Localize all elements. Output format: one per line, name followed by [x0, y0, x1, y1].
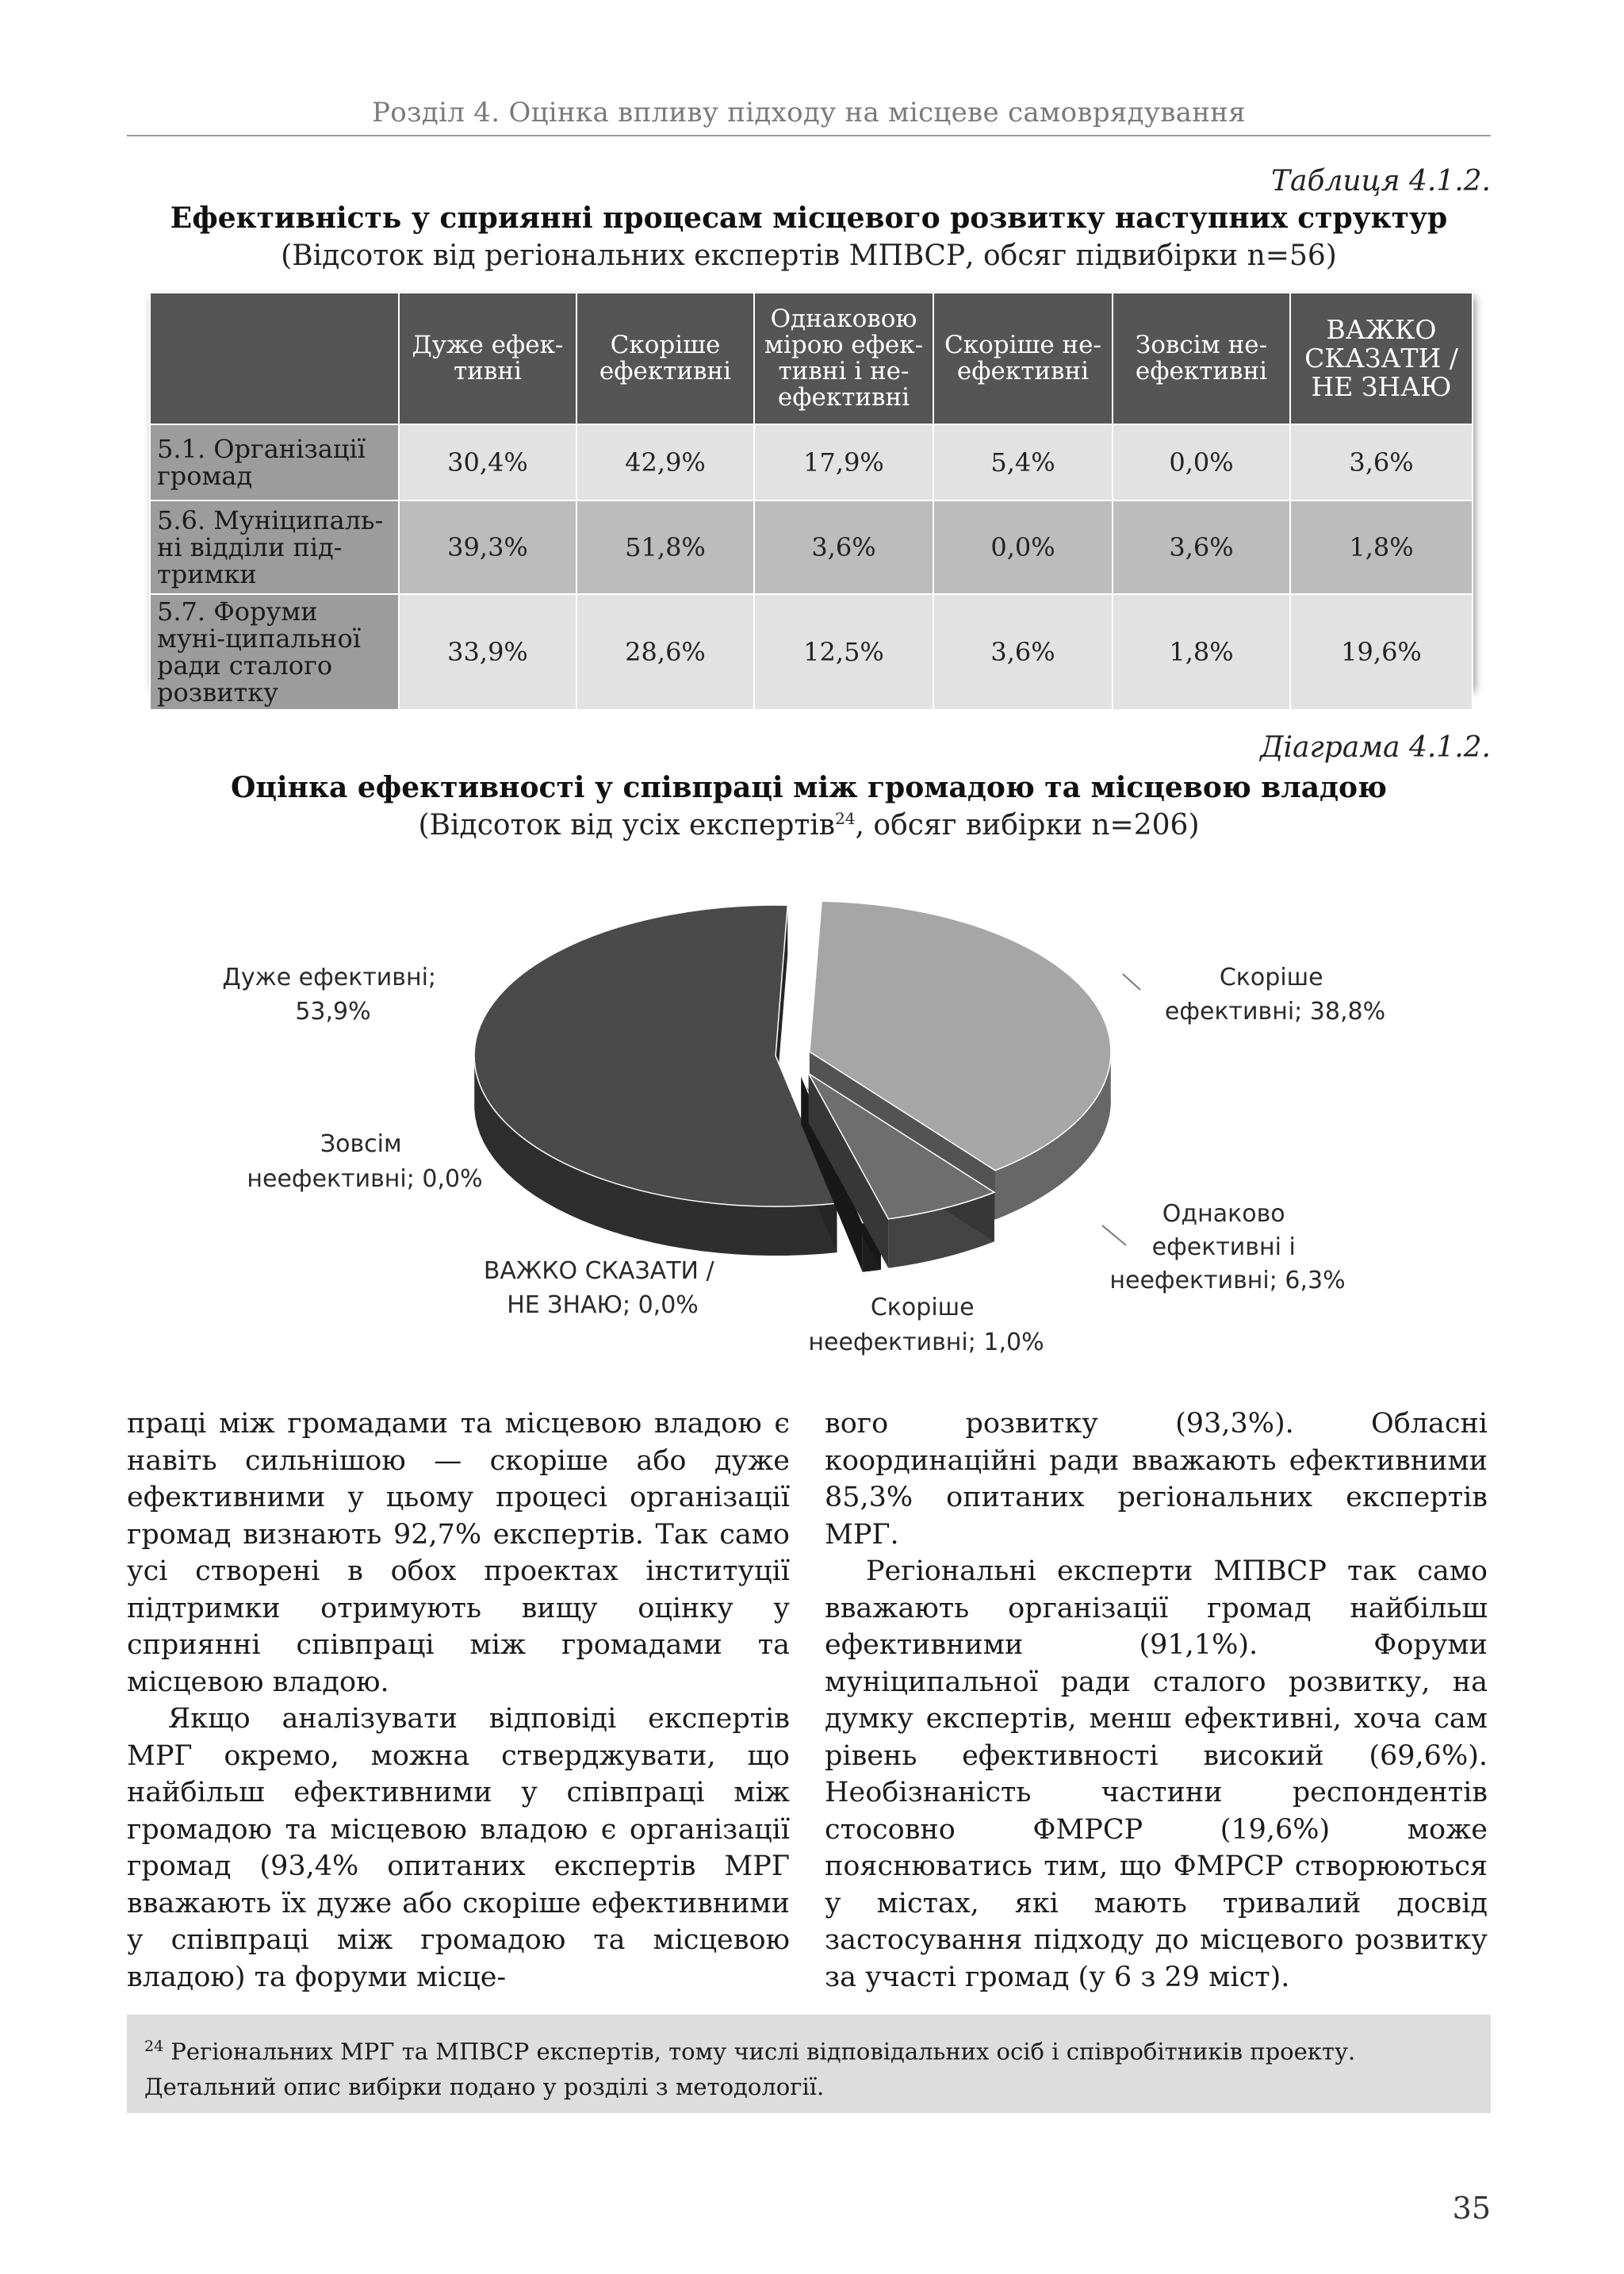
row-label: 5.7. Форуми муні-ципальної ради сталого розвитку — [150, 594, 399, 710]
table-cell: 42,9% — [576, 424, 754, 500]
table-title: Ефективність у сприянні процесам місцевого розвитку наступних структур — [170, 201, 1448, 235]
table-cell: 28,6% — [576, 594, 754, 710]
running-header: Розділ 4. Оцінка впливу підходу на місцеве самоврядування — [372, 97, 1246, 128]
paragraph: праці між громадами та місцевою владою є навіть сильнішою — скоріше або дуже ефективними у цьому процесі організації громад визнають 92,7% експертів. Так само усі створені в обох проектах інституції підтримки отримують вищу оцінку у сприянні співпраці між громадами та місцевою владою. — [127, 1408, 790, 1698]
footnote-ref: 24 — [835, 809, 856, 828]
body-column-right — [825, 1405, 1488, 1996]
column-header: Зовсім не-ефективні — [1113, 293, 1290, 424]
body-column-left — [127, 1405, 790, 1996]
table-cell: 0,0% — [933, 500, 1113, 594]
table-cell: 5,4% — [933, 424, 1113, 500]
paragraph: Регіональні експерти МПВСР так само вважають організації громад найбільш ефективними (91,1%). Форуми муніципальної ради сталого розвитку, на думку експертів, менш ефективні, хоча сам рівень ефективності високий (69,6%). Необізнаність частини респондентів стосовно ФМРСР (19,6%) може пояснюватись тим, що ФМРСР створюються у містах, які мають тривалий досвід застосування підходу до місцевого розвитку за участі громад (у 6 з 29 міст). — [825, 1555, 1488, 1993]
table-header-row — [150, 293, 1473, 424]
label-rather-ineffective: Скоріше неефективні; 1,0% — [808, 1294, 1044, 1356]
table-cell: 51,8% — [576, 500, 754, 594]
label-rather-effective: Скоріше ефективні; 38,8% — [1164, 964, 1386, 1026]
column-header: Скоріше не-ефективні — [933, 293, 1113, 424]
chart-label: Діаграма 4.1.2. — [1260, 731, 1491, 764]
footnote-text: Регіональних МРГ та МПВСР експертів, тому числі відповідальних осіб і співробітників проекту. Детальний опис вибірки подано у розділі з методології. — [144, 2038, 1356, 2100]
table-cell: 3,6% — [1290, 424, 1473, 500]
row-label: 5.1. Організації громад — [150, 424, 399, 500]
chart-title: Оцінка ефективності у співпраці між громадою та місцевою владою — [231, 771, 1387, 804]
table-cell: 0,0% — [1113, 424, 1290, 500]
table-cell: 39,3% — [399, 500, 576, 594]
table-cell: 12,5% — [754, 594, 933, 710]
table-row — [150, 594, 1473, 710]
table-cell: 3,6% — [1113, 500, 1290, 594]
column-header: Однаковою мірою ефек-тивні і не-ефективні — [754, 293, 933, 424]
effectiveness-table — [149, 292, 1472, 708]
column-header: ВАЖКО СКАЗАТИ / НЕ ЗНАЮ — [1290, 293, 1473, 424]
paragraph: Якщо аналізувати відповіді експертів МРГ окремо, можна стверджувати, що найбільш ефективними у співпраці між громадою та місцевою владою є організації громад (93,4% опитаних експертів МРГ вважають їх дуже або скоріше ефективними у співпраці між громадою та місцевою владою) та форуми місце- — [127, 1703, 790, 1993]
row-label: 5.6. Муніципаль-ні відділи під-тримки — [150, 500, 399, 594]
table-cell: 1,8% — [1113, 594, 1290, 710]
table-label: Таблиця 4.1.2. — [1271, 165, 1491, 197]
label-not-at-all: Зовсім неефективні; 0,0% — [247, 1130, 483, 1193]
table-row — [150, 424, 1473, 500]
table-cell: 3,6% — [754, 500, 933, 594]
table-cell: 30,4% — [399, 424, 576, 500]
paragraph: вого розвитку (93,3%). Обласні координаційні ради вважають ефективними 85,3% опитаних регіональних експертів МРГ. — [825, 1408, 1488, 1551]
leader-line — [1123, 974, 1140, 990]
column-header: Дуже ефек-тивні — [399, 293, 576, 424]
table-cell: 33,9% — [399, 594, 576, 710]
table-cell: 3,6% — [933, 594, 1113, 710]
table-row — [150, 500, 1473, 594]
label-equally: Однаково ефективні і неефективні; 6,3% — [1109, 1200, 1346, 1294]
footnote — [127, 2015, 1491, 2113]
table-subtitle: (Відсоток від регіональних експертів МПВСР, обсяг підвибірки n=56) — [281, 240, 1337, 272]
header-rule — [127, 135, 1491, 136]
page-number: 35 — [1452, 2191, 1491, 2226]
slice-very-effective — [474, 905, 837, 1256]
chart-subtitle: (Відсоток від усіх експертів$^{24}$, обсяг вибірки n=206) — [418, 809, 1200, 842]
footnote-number: 24 — [144, 2038, 164, 2055]
pie-chart — [190, 857, 1427, 1372]
table-cell: 19,6% — [1290, 594, 1473, 710]
table-header-corner — [150, 293, 399, 424]
table-cell: 1,8% — [1290, 500, 1473, 594]
label-hard-to-say: ВАЖКО СКАЗАТИ / НЕ ЗНАЮ; 0,0% — [483, 1257, 714, 1319]
table-cell: 17,9% — [754, 424, 933, 500]
leader-line — [1102, 1225, 1126, 1245]
label-very-effective: Дуже ефективні; 53,9% — [222, 964, 437, 1026]
column-header: Скоріше ефективні — [576, 293, 754, 424]
